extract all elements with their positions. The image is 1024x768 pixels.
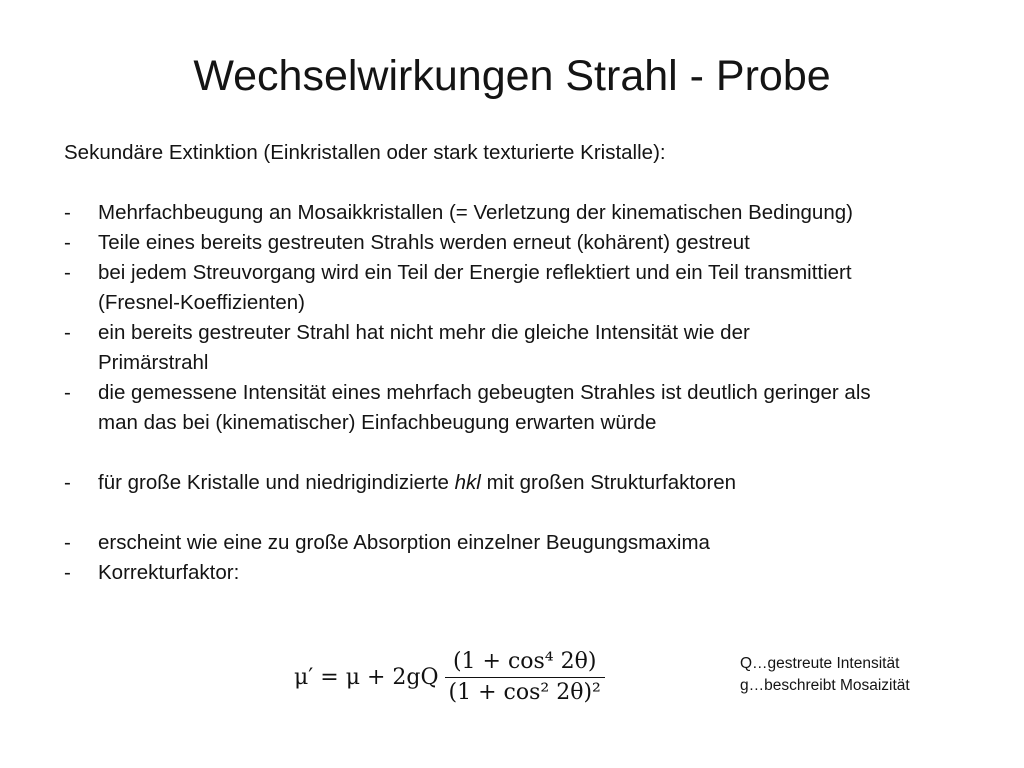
slide-title: Wechselwirkungen Strahl - Probe [193, 52, 831, 100]
bullet-text-before: für große Kristalle und niedrigindizierte [98, 471, 455, 494]
correction-formula [294, 644, 605, 710]
bullet-continuation [64, 408, 994, 438]
bullet-text: Korrekturfaktor: [98, 561, 240, 584]
bullet-item [64, 558, 994, 588]
spacer [64, 438, 994, 468]
spacer [64, 498, 994, 528]
bullet-item [64, 528, 994, 558]
bullet-continuation [64, 348, 994, 378]
formula-lhs: μ′ = μ + 2gQ [294, 664, 439, 690]
bullet-marker: - [64, 321, 71, 344]
spacer [64, 168, 994, 198]
bullet-text: Primärstrahl [98, 351, 209, 374]
bullet-item [64, 258, 994, 288]
bullet-text: man das bei (kinematischer) Einfachbeugung erwarten würde [98, 411, 657, 434]
bullet-text: bei jedem Streuvorgang wird ein Teil der Energie reflektiert und ein Teil transmittiert [98, 261, 852, 284]
bullet-text: (Fresnel-Koeffizienten) [98, 291, 305, 314]
formula-numerator: (1 + cos⁴ 2θ) [452, 648, 597, 674]
bullet-marker: - [64, 531, 71, 554]
note-q: Q…gestreute Intensität [740, 655, 900, 672]
bullet-continuation [64, 288, 994, 318]
variable-notes [740, 653, 910, 697]
bullet-marker: - [64, 471, 71, 494]
bullet-marker: - [64, 261, 71, 284]
bullet-marker: - [64, 561, 71, 584]
bullet-text: Mehrfachbeugung an Mosaikkristallen (= Verletzung der kinematischen Bedingung) [98, 201, 853, 224]
hkl-italic: hkl [454, 471, 481, 494]
bullet-item [64, 378, 994, 408]
bullet-item [64, 468, 994, 498]
note-g: g…beschreibt Mosaizität [740, 677, 910, 694]
bullet-text-after: mit großen Strukturfaktoren [480, 471, 737, 494]
bullet-marker: - [64, 231, 71, 254]
formula-fraction [445, 647, 605, 708]
bullet-text: die gemessene Intensität eines mehrfach gebeugten Strahles ist deutlich geringer als [98, 381, 871, 404]
bullet-text: erscheint wie eine zu große Absorption einzelner Beugungsmaxima [98, 531, 710, 554]
bullet-item [64, 198, 994, 228]
intro-text: Sekundäre Extinktion (Einkristallen oder stark texturierte Kristalle): [64, 141, 666, 164]
bullet-text: ein bereits gestreuter Strahl hat nicht mehr die gleiche Intensität wie der [98, 321, 750, 344]
bullet-item [64, 228, 994, 258]
bullet-text: Teile eines bereits gestreuten Strahls werden erneut (kohärent) gestreut [98, 231, 750, 254]
bullet-marker: - [64, 381, 71, 404]
formula-denominator: (1 + cos² 2θ)² [448, 679, 601, 705]
bullet-marker: - [64, 201, 71, 224]
bullet-item [64, 318, 994, 348]
slide-body [64, 138, 994, 588]
